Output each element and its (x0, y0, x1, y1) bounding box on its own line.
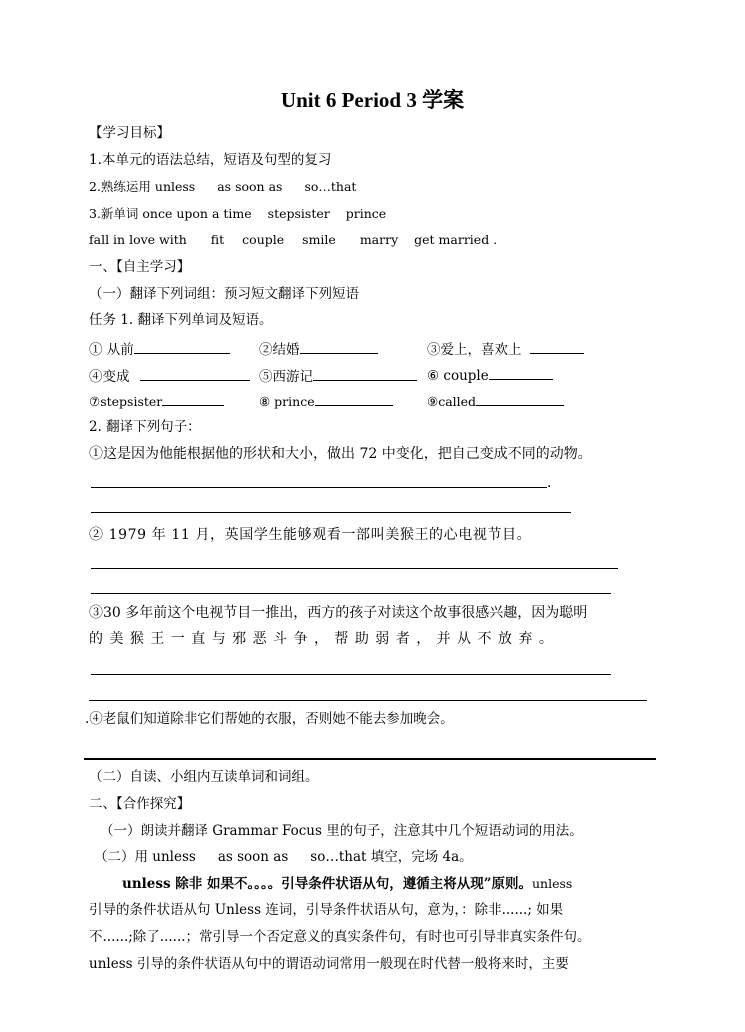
sub2-part: so…that 填空，完场 4a。 (310, 849, 473, 865)
part2-sub2 (94, 848, 473, 866)
objective-3 (89, 205, 386, 223)
answer-line[interactable] (91, 593, 611, 594)
answer-blank[interactable] (140, 366, 250, 381)
answer-line[interactable] (91, 674, 611, 675)
explanation-line: unless 引导的条件状语从句中的谓语动词常用一般现在时代替一般将来时，主要 (89, 956, 569, 972)
word-item: ⑤西游记 (259, 365, 417, 385)
word: marry (359, 232, 399, 247)
word: smile (302, 232, 336, 247)
answer-line[interactable] (84, 758, 656, 760)
grammar-rule (122, 875, 572, 893)
answer-line[interactable] (91, 487, 547, 488)
answer-blank[interactable] (300, 339, 378, 354)
word-item: ③爱上，喜欢上 (427, 338, 584, 358)
part1-sub2: （二）自读、小组内互读单词和词组。 (89, 769, 319, 785)
word-item: ⑨called (427, 391, 564, 409)
word-item: ②结婚 (259, 338, 378, 358)
objective-3-part: stepsister (267, 206, 330, 221)
sub2-part: （二）用 unless (94, 849, 196, 865)
sentence-1: ①这是因为他能根据他的形状和大小，做出 72 中变化，把自己变成不同的动物。 (89, 446, 592, 462)
word-item: ④变成 (89, 365, 250, 385)
answer-blank[interactable] (315, 391, 393, 406)
answer-line[interactable] (89, 700, 647, 701)
word: get married . (414, 232, 498, 247)
answer-line[interactable] (91, 568, 618, 569)
sentence-1-dot: . (547, 475, 552, 491)
part1-heading: 一、【自主学习】 (89, 259, 191, 275)
sentence-3a: ③30 多年前这个电视节目一推出，西方的孩子对读这个故事很感兴趣，因为聪明 (89, 605, 588, 621)
answer-blank[interactable] (530, 339, 584, 354)
answer-line[interactable] (91, 512, 571, 513)
answer-blank[interactable] (162, 391, 224, 406)
objective-3-part: 3.新单词 once upon a time (89, 206, 252, 221)
part1-sub1: （一）翻译下列词组：预习短文翻译下列短语 (89, 286, 359, 302)
grammar-rule-tail: unless (531, 876, 573, 891)
answer-blank[interactable] (313, 366, 417, 381)
part2-sub1: （一）朗读并翻译 Grammar Focus 里的句子，注意其中几个短语动词的用法。 (100, 823, 583, 839)
answer-blank[interactable] (476, 391, 564, 406)
objective-1: 1.本单元的语法总结，短语及句型的复习 (89, 152, 332, 168)
answer-blank[interactable] (134, 339, 230, 354)
page-title: Unit 6 Period 3 学案 (280, 88, 465, 112)
word: fit (210, 232, 225, 247)
sentence-2: ② 1979 年 11 月，英国学生能够观看一部叫美猴王的心电视节目。 (89, 527, 532, 543)
word-item: ⑥ couple (427, 365, 553, 384)
objective-3b (89, 231, 497, 249)
objectives-heading: 【学习目标】 (89, 125, 170, 141)
objective-2-part: so…that (304, 179, 357, 194)
explanation-line: 不......;除了......；常引导一个否定意义的真实条件句，有时也可引导非真实条件句。 (89, 929, 591, 945)
objective-2-part: as soon as (217, 179, 283, 194)
word-item: ⑧ prince (259, 391, 393, 409)
sentence-4: .④老鼠们知道除非它们帮她的衣服，否则她不能去参加晚会。 (85, 711, 454, 727)
objective-2 (89, 178, 356, 196)
answer-blank[interactable] (489, 365, 553, 380)
grammar-rule-bold: unless 除非 如果不。。。。引导条件状语从句，遵循主将从现”原则。 (122, 876, 532, 892)
sub2-part: as soon as (217, 849, 289, 865)
word-item: ⑦stepsister (89, 391, 224, 409)
part2-heading: 二、【合作探究】 (89, 796, 191, 812)
word-item: ① 从前 (89, 338, 230, 358)
objective-2-part: 2.熟练运用 unless (89, 179, 196, 194)
explanation-line: 引导的条件状语从句 Unless 连词，引导条件状语从句，意为，：除非......; 如果 (89, 902, 564, 918)
word: couple (242, 232, 285, 247)
objective-3-part: prince (345, 206, 387, 221)
word: fall in love with (89, 232, 187, 247)
sentence-3b: 的 美 猴 王 一 直 与 邪 恶 斗 争 ， 帮 助 弱 者 ， 并 从 不 放 弃 。 (89, 631, 554, 647)
task2: 2. 翻译下列句子： (89, 419, 201, 435)
task1: 任务 1. 翻译下列单词及短语。 (89, 312, 273, 328)
